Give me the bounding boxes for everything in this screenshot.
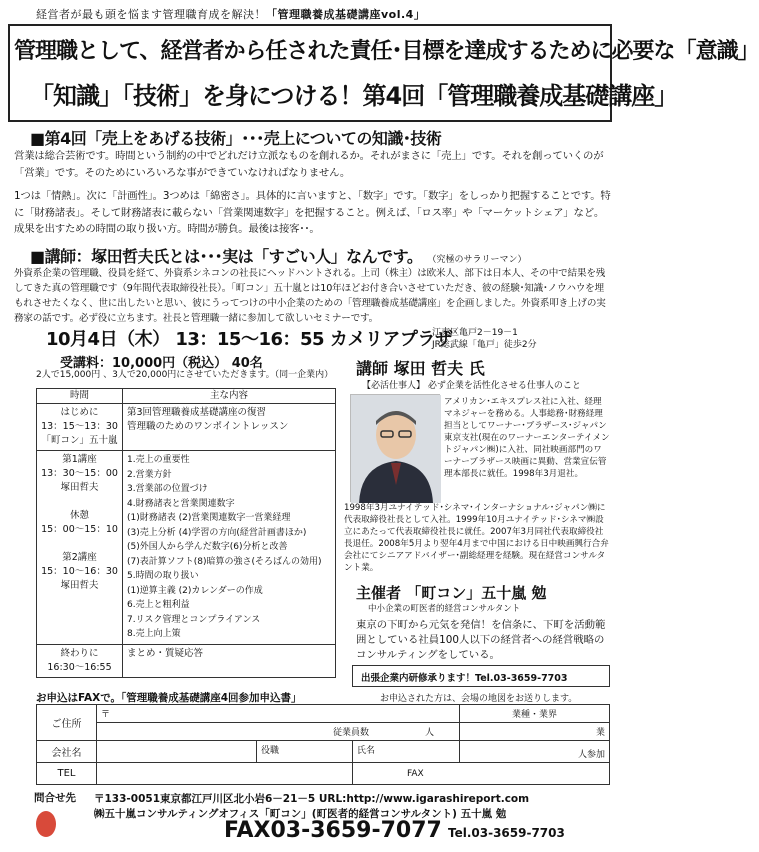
schedule-row: [37, 451, 336, 645]
section1-heading: ■第4回「売上をあげる技術」･･･売上についての知識･技術: [30, 129, 442, 148]
label-people: 人: [425, 728, 435, 738]
inquiry-label: 問合せ先: [34, 792, 76, 804]
contact-fax: FAX03-3659-7077: [224, 818, 442, 843]
section2-heading-note: （究極のサラリーマン）: [427, 255, 527, 265]
title-line-1: 管理職として、経営者から任された責任･目標を達成するために必要な「意識」: [14, 39, 759, 64]
label-tel: TEL: [37, 763, 97, 785]
attendees-field[interactable]: 人参加: [460, 741, 610, 763]
instructor-bio-1: アメリカン･エキスプレス社に入社、経理マネジャーを務める。人事総務･財務経理担当としてワーナー･ブラザース･ジャパン東京支社(現在のワーナーエンターテイメントジャパン㈱)に入社、同社映画部門のワーナーブラザース映画に異動、営業宣伝管理本部長に就任。1998年3月退社。: [444, 397, 610, 479]
application-form: [36, 704, 610, 785]
pretitle-lead: 経営者が最も頭を悩ます管理職育成を解決！: [36, 8, 266, 21]
venue-station: JR総武線「亀戸」徒歩2分: [432, 340, 537, 350]
schedule-row: [37, 644, 336, 677]
schedule-time: はじめに 13：15〜13：30 「町コン」五十嵐: [37, 404, 123, 451]
schedule-time: 第1講座 13：30〜15：00 塚田哲夫 休憩 15：00〜15：10 第2講座 15：10〜16：30 塚田哲夫: [37, 451, 123, 645]
form-row-employees: [37, 723, 610, 741]
onsite-training-box: 出張企業内研修承ります！Tel.03-3659-7703: [352, 665, 610, 687]
pretitle: [36, 6, 425, 22]
tel-field[interactable]: [97, 763, 353, 785]
label-employees: 従業員数: [333, 728, 370, 738]
company-logo-icon: [36, 811, 56, 837]
address-field[interactable]: 〒: [97, 705, 460, 723]
section2-heading-row: [30, 244, 526, 267]
venue-info: [432, 327, 552, 351]
fee-note: 2人で15,000円 、3人で20,000円にさせていただきます。（同一企業内）: [36, 370, 334, 380]
schedule-header-row: [37, 389, 336, 404]
contact-company: ㈱五十嵐コンサルティングオフィス「町コン」(町医者的経営コンサルタント) 五十嵐 勉: [94, 808, 507, 820]
section1-para2: 1つは「情熱」。次に「計画性」。3つめは「綿密さ」。具体的に言いますと、「数字」です。「数字」をしっかり把握することです。特に「財務諸表」。そして財務諸表に載らない「営業関連数字」を把握すること。例えば、「ロス率」や「マーケットシェア」など。成果を出すための時間の取り扱い方。時間が勝負。最後は接客･･。: [14, 190, 611, 235]
application-heading: お申込はFAXで。「管理職養成基礎講座4回参加申込書」: [36, 692, 302, 704]
instructor-name: 講師 塚田 哲夫 氏: [356, 359, 485, 378]
label-fax: FAX: [407, 768, 424, 779]
schedule-content: 1.売上の重要性 2.営業方針 3.営業部の位置づけ 4.財務諸表と営業関連数字 (1)財務諸表 (2)営業関連数字一営業経理 (3)売上分析 (4)学習の方向(経営計画書ほか) (5)外国人から学んだ数字(6)分析と改善 (7)表計算ソフト(8)暗算の強さ(そろばんの効用) 5.時間の取り扱い (1)逆算主義 (2)カレンダーの作成 6.売上と粗利益 7.リスク管理とコンプライアンス 8.売上向上策: [123, 451, 336, 645]
section1-para1: 営業は総合芸術です。時間という制約の中でどれだけ立派なものを創れるか。それがまさに「売上」です。それを創っていくのが「営業」です。そのためにいろいろな事ができていなければなりません。: [14, 150, 604, 179]
section2-para: 外資系企業の管理職、役員を経て、外資系シネコンの社長にヘッドハントされる。上司（株主）は欧米人、部下は日本人、その中で結果を残してきた真の管理職です（9年間代表取締役社長）。「町コン」五十嵐とは10年ほどお付き合いさせていただき、彼の経験･知識･ノウハウを埋もれさせたくなく、世に出したいと思い、彼にうってつけの中小企業のための「管理職養成基礎講座」を企画しました。外資系叩き上げの実務家の話です。必ず役に立ちます。社長と管理職一緒に参加して欲しいセミナーです。: [14, 268, 606, 324]
form-row-address: [37, 705, 610, 723]
label-company: 会社名: [37, 741, 97, 763]
label-address: ご住所: [37, 705, 97, 741]
application-note: お申込された方は、会場の地図をお送りします。: [380, 694, 578, 704]
industry-field[interactable]: 業: [460, 723, 610, 741]
company-field[interactable]: [97, 741, 257, 763]
schedule-row: [37, 404, 336, 451]
employees-field[interactable]: [97, 723, 460, 741]
form-row-company: [37, 741, 610, 763]
organizer-subtitle: 中小企業の町医者的経営コンサルタント: [368, 604, 521, 614]
contact-address: 〒133-0051東京都江戸川区北小岩6－21－5 URL:http://www.igarashireport.com: [94, 793, 530, 805]
instructor-subtitle: 【必活仕事人】 必ず企業を活性化させる仕事人のこと: [362, 381, 581, 391]
event-date-row: [46, 325, 452, 351]
fee: 受講料：10,000円（税込） 40名: [60, 356, 263, 371]
label-title[interactable]: 役職: [257, 741, 353, 763]
label-name[interactable]: 氏名: [353, 741, 460, 763]
event-date: 10月4日（木）: [46, 329, 170, 350]
fax-field[interactable]: [353, 763, 610, 785]
pretitle-series: 「管理職養成基礎講座vol.4」: [266, 8, 426, 21]
schedule-col-content: 主な内容: [123, 389, 336, 404]
schedule-content: まとめ・質疑応答: [123, 644, 336, 677]
event-time: 13：15〜16：55: [175, 329, 325, 350]
label-industry: 業種・業界: [460, 705, 610, 723]
schedule-col-time: 時間: [37, 389, 123, 404]
instructor-bio-2: 1998年3月ユナイテッド･シネマ･インターナショナル･ジャパン㈱に代表取締役社長として入社。1999年10月ユナイテッド･シネマ㈱設立にあたって代表取締役社長に就任。2007年3月同社代表取締役社長退任。2008年5月より翌年4月まで中国における日中映画興行合弁会社にてシニアアドバイザー･副総経理を経験。現在経営コンサルタント業。: [344, 503, 609, 573]
form-row-phone: [37, 763, 610, 785]
title-line-2: 「知識」「技術」を身につける！第4回「管理職養成基礎講座」: [30, 82, 678, 110]
instructor-portrait-icon: [351, 395, 441, 503]
contact-tel: Tel.03-3659-7703: [448, 826, 565, 840]
section2-heading: ■講師：塚田哲夫氏とは･･･実は「すごい人」なんです。: [30, 247, 423, 266]
organizer-title: 主催者 「町コン」五十嵐 勉: [356, 584, 547, 602]
venue-address: 江東区亀戸2－19－1: [432, 328, 518, 338]
schedule-content: 第3回管理職養成基礎講座の復習 管理職のためのワンポイントレッスン: [123, 404, 336, 451]
event-venue: カメリアプラザ: [329, 329, 453, 350]
schedule-time: 終わりに 16:30〜16:55: [37, 644, 123, 677]
organizer-description: 東京の下町から元気を発信！を信条に、下町を活動範囲としている社員100人以下の経営者への経営戦略のコンサルティングをしている。: [356, 619, 606, 661]
schedule-table: [36, 388, 336, 678]
instructor-photo: [350, 394, 440, 502]
